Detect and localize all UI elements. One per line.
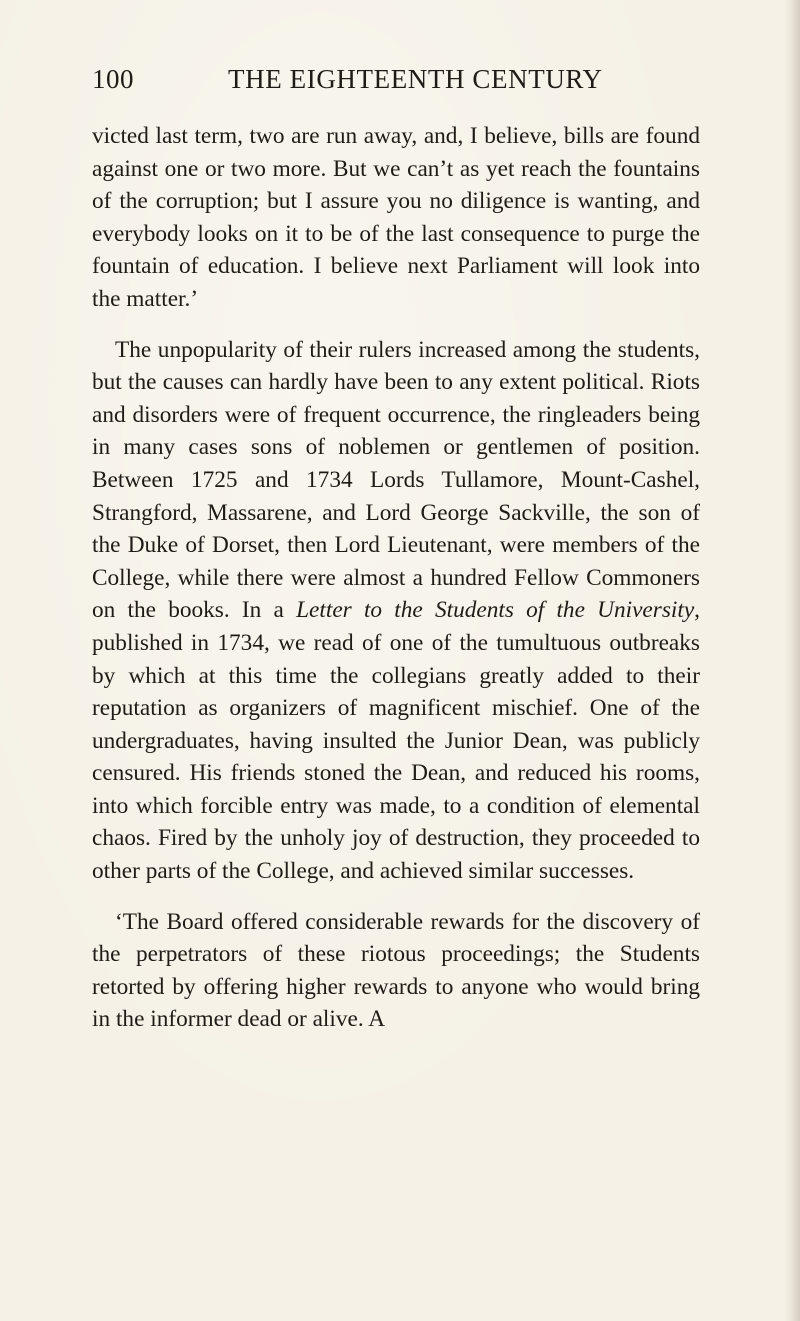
letter-title-italic: Letter to the Students of the University [296, 597, 695, 624]
paragraph-2-text-end: , published in 1734, we read of one of the tumultuous outbreaks by which at this time the collegians greatly added to their reputation as organizers of magnificent mischief. One of the undergraduates, having insulted the Junior Dean, was publicly censured. His friends stoned the Dean, and reduced his rooms, into which forcible entry was made, to a condition of elemental chaos. Fired by the unholy joy of destruction, they proceeded to other parts of the College, and achieved similar successes. [92, 597, 700, 885]
paragraph-gap [92, 888, 700, 906]
paragraph-2 [92, 334, 700, 888]
paragraph-1: victed last term, two are run away, and, I believe, bills are found against one or two more. But we can’t as yet reach the fountains of the corruption; but I assure you no diligence is wanting, and everybody looks on it to be of the last consequence to purge the fountain of education. I believe next Parliament will look into the matter.’ [92, 123, 700, 312]
page-header [92, 64, 692, 108]
page-edge-shadow [784, 0, 800, 1321]
paragraph-gap [92, 316, 700, 334]
body-text [92, 120, 700, 1036]
page-number: 100 [92, 64, 134, 94]
paragraph-3: ‘The Board offered considerable rewards for the discovery of the perpetrators of these riotous proceedings; the Students retorted by offering higher rewards to anyone who would bring in the informer dead or alive. A [92, 908, 700, 1033]
paragraph-2-text-start: The unpopularity of their rulers increased among the students, but the causes can hardly have been to any extent political. Riots and disorders were of frequent occurrence, the ringleaders being in many cases sons of noblemen or gentlemen of position. Between 1725 and 1734 Lords Tullamore, Mount-Cashel, Strangford, Massarene, and Lord George Sackville, the son of the Duke of Dorset, then Lord Lieutenant, were members of the College, while there were almost a hundred Fellow Commoners on the books. In a [92, 336, 700, 624]
running-head: THE EIGHTEENTH CENTURY [228, 64, 603, 94]
